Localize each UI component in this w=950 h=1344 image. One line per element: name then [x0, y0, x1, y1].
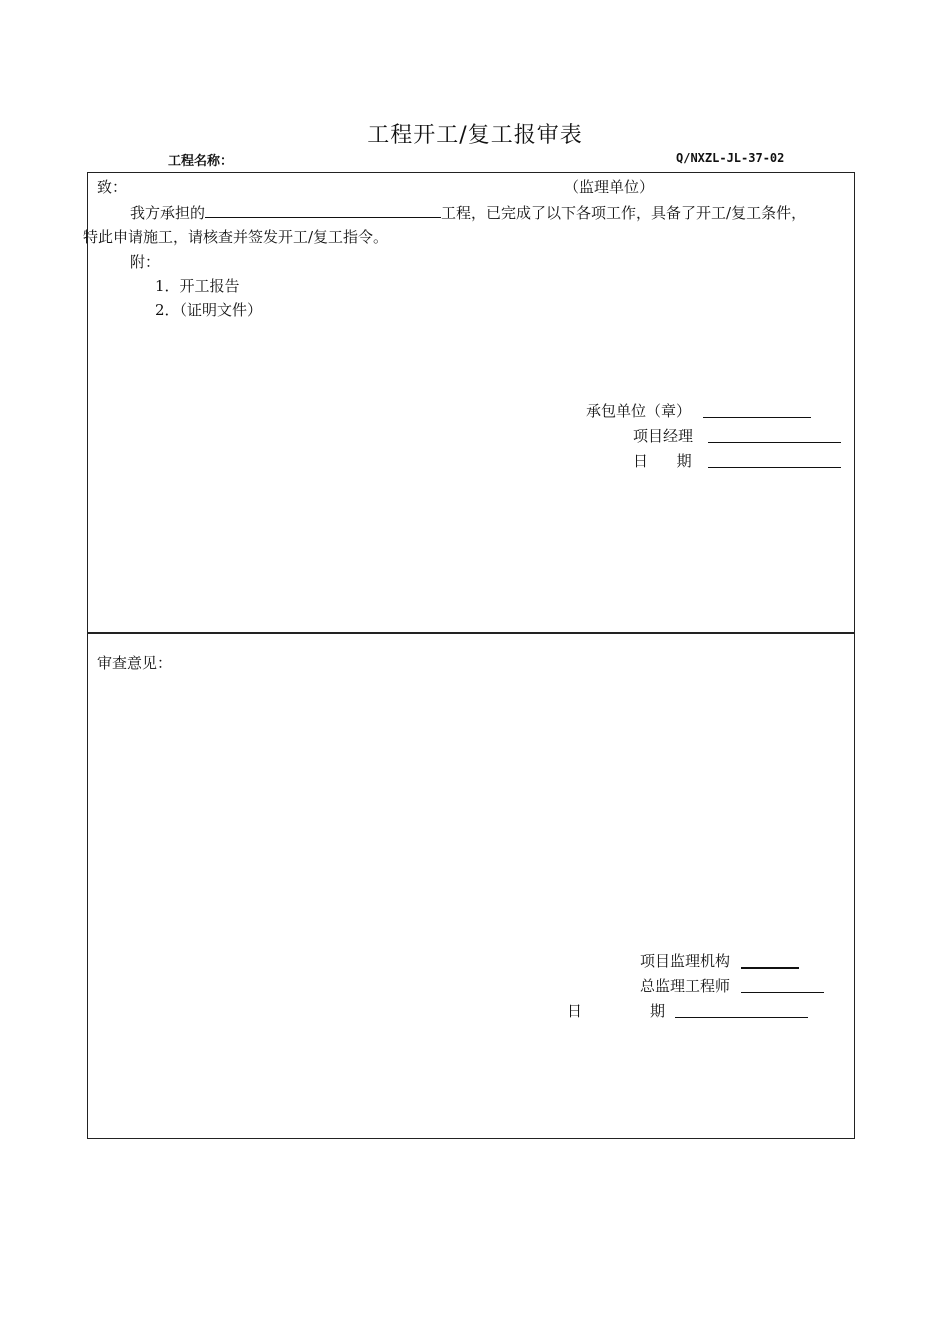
form-title: 工程开工/复工报审表 — [367, 123, 583, 148]
date-label: 日 期 — [633, 452, 692, 470]
project-manager-signature-line[interactable] — [708, 427, 841, 443]
project-manager-label: 项目经理 — [633, 427, 694, 445]
project-name-label: 工程名称： — [168, 154, 234, 169]
chief-engineer-label: 总监理工程师 — [640, 977, 731, 995]
supervision-agency-label: 项目监理机构 — [640, 952, 731, 970]
body-line-1-prefix: 我方承担的 — [130, 204, 206, 222]
review-section — [87, 632, 855, 1139]
date-period-label: 期 — [650, 1002, 666, 1020]
date-signature-line[interactable] — [708, 452, 841, 468]
to-label: 致： — [97, 178, 128, 196]
contractor-signature-line[interactable] — [703, 402, 811, 418]
application-section — [83, 172, 855, 634]
body-line-1-suffix: 工程，已完成了以下各项工作，具备了开工/复工条件， — [441, 204, 807, 222]
supervision-agency-signature-line[interactable] — [741, 952, 799, 969]
body-line-1 — [130, 203, 806, 222]
review-date-signature-line[interactable] — [675, 1002, 808, 1018]
supervisor-unit-label: （监理单位） — [564, 178, 655, 196]
attachment-item: 1．开工报告 — [155, 277, 240, 295]
chief-engineer-signature-line[interactable] — [741, 977, 824, 993]
body-line-2: 特此申请施工，请核查并签发开工/复工指令。 — [83, 228, 389, 246]
contractor-label: 承包单位（章） — [586, 402, 692, 420]
review-opinion-label: 审查意见： — [97, 654, 173, 672]
attachments-label: 附： — [130, 253, 161, 271]
date-day-label: 日 — [567, 1002, 583, 1020]
form-code: Q/NXZL-JL-37-02 — [676, 151, 785, 165]
attachment-item: 2．（证明文件） — [155, 301, 263, 319]
project-blank-field[interactable] — [205, 203, 441, 218]
